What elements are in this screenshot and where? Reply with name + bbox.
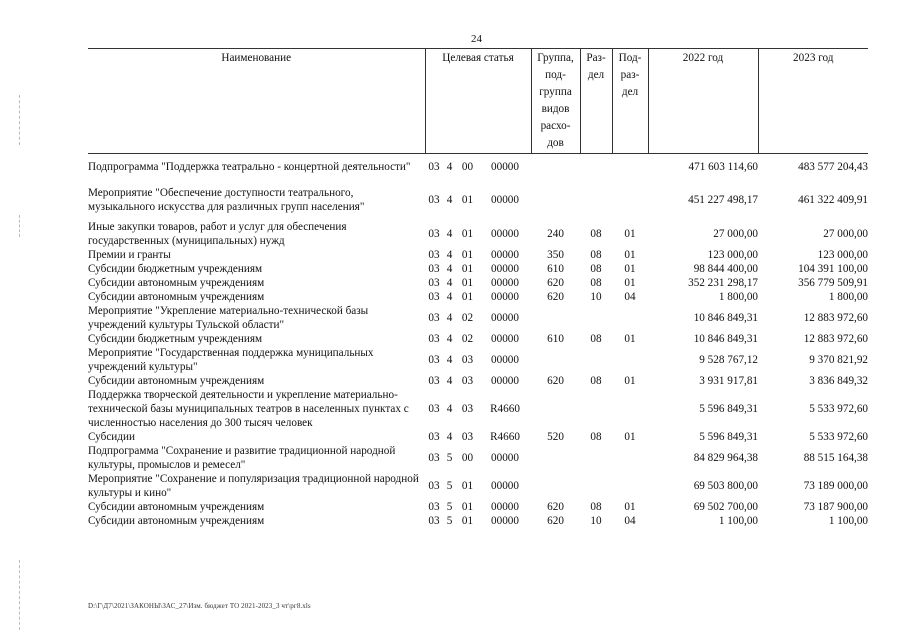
code-program: 03 — [428, 312, 440, 324]
subsection-code: 01 — [624, 277, 636, 289]
code-program: 03 — [428, 263, 440, 275]
table-row — [88, 388, 868, 430]
code-event: 02 — [461, 333, 474, 345]
code-subprogram: 4 — [446, 277, 453, 289]
code-program: 03 — [428, 403, 440, 415]
subsection-code: 01 — [624, 228, 636, 240]
margin-mark — [19, 95, 20, 145]
amount-2023: 5 533 972,60 — [809, 403, 869, 415]
subsection-code — [612, 304, 648, 332]
table-row — [88, 430, 868, 444]
code-subprogram: 4 — [446, 375, 453, 387]
section-code — [580, 444, 612, 472]
file-path-footer: D:\Г\Д7\2021\ЗАКОНЫ\ЗАС_27\Изм. бюджет ТО 2021-2023_3 чт\рг8.xls — [88, 602, 311, 610]
amount-2023: 483 577 204,43 — [798, 161, 869, 173]
section-code: 08 — [590, 263, 602, 275]
amount-2022: 9 528 767,12 — [699, 354, 759, 366]
amount-2022: 10 846 849,31 — [693, 312, 759, 324]
amount-2022: 471 603 114,60 — [688, 161, 759, 173]
row-name: Субсидии — [88, 431, 135, 443]
code-direction: 00000 — [491, 277, 519, 289]
row-name: Мероприятие "Укрепление материально-технической базы учреждений культуры Тульской области" — [88, 305, 369, 331]
table-row — [88, 500, 868, 514]
code-direction: 00000 — [491, 228, 519, 240]
code-event: 00 — [461, 161, 474, 173]
expense-group: 520 — [547, 431, 564, 443]
expense-group — [531, 444, 580, 472]
code-program: 03 — [428, 161, 440, 173]
code-program: 03 — [428, 291, 440, 303]
code-subprogram: 5 — [446, 501, 453, 513]
table-row — [88, 262, 868, 276]
code-direction: 00000 — [491, 354, 519, 366]
amount-2023: 9 370 821,92 — [809, 354, 869, 366]
row-name: Мероприятие "Государственная поддержка муниципальных учреждений культуры" — [88, 347, 374, 373]
table-row — [88, 472, 868, 500]
code-program: 03 — [428, 277, 440, 289]
amount-2022: 27 000,00 — [713, 228, 759, 240]
section-code: 10 — [590, 515, 602, 527]
h-group-line: под- — [545, 69, 566, 81]
amount-2022: 1 800,00 — [718, 291, 759, 303]
subsection-code: 04 — [624, 515, 636, 527]
amount-2022: 10 846 849,31 — [693, 333, 759, 345]
amount-2022: 5 596 849,31 — [699, 431, 759, 443]
code-event: 03 — [461, 375, 474, 387]
code-program: 03 — [428, 452, 440, 464]
code-subprogram: 4 — [446, 291, 453, 303]
code-program: 03 — [428, 375, 440, 387]
section-code — [580, 154, 612, 181]
code-direction: 00000 — [491, 333, 519, 345]
table-row — [88, 374, 868, 388]
code-program: 03 — [428, 501, 440, 513]
amount-2023: 104 391 100,00 — [798, 263, 869, 275]
amount-2022: 352 231 298,17 — [688, 277, 759, 289]
expense-group — [531, 154, 580, 181]
table-row — [88, 154, 868, 181]
code-event: 01 — [461, 515, 474, 527]
row-name: Субсидии автономным учреждениям — [88, 501, 265, 513]
code-subprogram: 4 — [446, 161, 453, 173]
h-group-line: Группа, — [537, 52, 574, 64]
row-name: Субсидии автономным учреждениям — [88, 291, 265, 303]
code-subprogram: 4 — [446, 403, 453, 415]
table-row — [88, 332, 868, 346]
code-program: 03 — [428, 515, 440, 527]
amount-2023: 461 322 409,91 — [798, 194, 869, 206]
table-row — [88, 290, 868, 304]
row-name: Иные закупки товаров, работ и услуг для обеспечения государственных (муниципальных) нужд — [88, 221, 347, 247]
header-year-2023: 2023 год — [758, 49, 868, 154]
section-code — [580, 180, 612, 220]
code-direction: 00000 — [491, 194, 519, 206]
code-event: 02 — [461, 312, 474, 324]
code-direction: R4660 — [490, 431, 520, 443]
header-group — [531, 49, 580, 154]
subsection-code: 01 — [624, 333, 636, 345]
subsection-code — [612, 154, 648, 181]
amount-2023: 356 779 509,91 — [798, 277, 869, 289]
expense-group: 620 — [547, 501, 564, 513]
expense-group — [531, 346, 580, 374]
amount-2022: 3 931 917,81 — [699, 375, 759, 387]
expense-group — [531, 304, 580, 332]
amount-2022: 84 829 964,38 — [693, 452, 759, 464]
code-event: 01 — [461, 277, 474, 289]
code-subprogram: 4 — [446, 249, 453, 261]
amount-2022: 123 000,00 — [707, 249, 759, 261]
expense-group: 620 — [547, 291, 564, 303]
subsection-code: 01 — [624, 249, 636, 261]
code-direction: 00000 — [491, 480, 519, 492]
page-number: 24 — [471, 33, 482, 45]
margin-mark — [19, 560, 20, 630]
header-target-item: Целевая статья — [425, 49, 531, 154]
header-year-2022: 2022 год — [648, 49, 758, 154]
code-event: 01 — [461, 228, 474, 240]
amount-2023: 73 189 000,00 — [803, 480, 869, 492]
code-event: 01 — [461, 263, 474, 275]
expense-group: 240 — [547, 228, 564, 240]
subsection-code — [612, 346, 648, 374]
h-subsection-line: Под- — [618, 52, 642, 64]
h-subsection-line: дел — [621, 86, 639, 98]
code-event: 01 — [461, 249, 474, 261]
subsection-code: 01 — [624, 501, 636, 513]
section-code — [580, 304, 612, 332]
amount-2022: 5 596 849,31 — [699, 403, 759, 415]
code-event: 03 — [461, 354, 474, 366]
budget-table — [88, 48, 868, 528]
code-event: 01 — [461, 194, 474, 206]
header-subsection — [612, 49, 648, 154]
code-subprogram: 4 — [446, 354, 453, 366]
code-direction: 00000 — [491, 515, 519, 527]
section-code: 08 — [590, 375, 602, 387]
h-group-line: расхо- — [540, 120, 571, 132]
row-name: Мероприятие "Обеспечение доступности театрального, музыкального искусства для различных групп населения" — [88, 187, 365, 213]
table-row — [88, 276, 868, 290]
row-name: Субсидии автономным учреждениям — [88, 515, 265, 527]
code-subprogram: 4 — [446, 431, 453, 443]
section-code: 08 — [590, 277, 602, 289]
row-name: Мероприятие "Сохранение и популяризация традиционной народной культуры и кино" — [88, 473, 419, 499]
row-name: Подпрограмма "Поддержка театрально - концертной деятельности" — [88, 161, 411, 173]
amount-2023: 1 100,00 — [828, 515, 869, 527]
code-subprogram: 4 — [446, 263, 453, 275]
table-row — [88, 220, 868, 248]
code-direction: 00000 — [491, 263, 519, 275]
table-row — [88, 248, 868, 262]
expense-group — [531, 472, 580, 500]
code-event: 01 — [461, 291, 474, 303]
section-code: 08 — [590, 501, 602, 513]
expense-group: 350 — [547, 249, 564, 261]
expense-group: 620 — [547, 515, 564, 527]
code-program: 03 — [428, 228, 440, 240]
code-program: 03 — [428, 480, 440, 492]
amount-2023: 12 883 972,60 — [803, 312, 869, 324]
code-direction: 00000 — [491, 375, 519, 387]
code-event: 03 — [461, 431, 474, 443]
section-code: 10 — [590, 291, 602, 303]
table-row — [88, 346, 868, 374]
section-code: 08 — [590, 333, 602, 345]
amount-2022: 69 503 800,00 — [693, 480, 759, 492]
code-direction: 00000 — [491, 312, 519, 324]
subsection-code — [612, 472, 648, 500]
code-subprogram: 4 — [446, 333, 453, 345]
h-group-line: группа — [539, 86, 572, 98]
code-direction: R4660 — [490, 403, 520, 415]
row-name: Субсидии автономным учреждениям — [88, 375, 265, 387]
amount-2023: 12 883 972,60 — [803, 333, 869, 345]
amount-2022: 451 227 498,17 — [688, 194, 759, 206]
section-code — [580, 346, 612, 374]
expense-group: 610 — [547, 263, 564, 275]
subsection-code: 01 — [624, 375, 636, 387]
row-name: Поддержка творческой деятельности и укрепление материально-технической базы муниципальных театров в населенных пунктах с численностью населения до 300 тысяч человек — [88, 389, 409, 429]
amount-2023: 5 533 972,60 — [809, 431, 869, 443]
table-row — [88, 514, 868, 528]
code-subprogram: 5 — [446, 480, 453, 492]
amount-2022: 1 100,00 — [718, 515, 759, 527]
table-row — [88, 180, 868, 220]
margin-mark — [19, 215, 20, 237]
table-header-row — [88, 49, 868, 154]
amount-2023: 123 000,00 — [817, 249, 869, 261]
subsection-code — [612, 388, 648, 430]
subsection-code: 01 — [624, 431, 636, 443]
code-event: 01 — [461, 501, 474, 513]
section-code: 08 — [590, 249, 602, 261]
code-subprogram: 4 — [446, 194, 453, 206]
row-name: Премии и гранты — [88, 249, 171, 261]
h-section-line: дел — [587, 69, 605, 81]
section-code — [580, 472, 612, 500]
section-code: 08 — [590, 431, 602, 443]
amount-2023: 1 800,00 — [828, 291, 869, 303]
code-direction: 00000 — [491, 249, 519, 261]
amount-2023: 3 836 849,32 — [809, 375, 869, 387]
amount-2023: 73 187 900,00 — [803, 501, 869, 513]
code-program: 03 — [428, 249, 440, 261]
amount-2022: 69 502 700,00 — [693, 501, 759, 513]
header-section — [580, 49, 612, 154]
table-row — [88, 444, 868, 472]
table-row — [88, 304, 868, 332]
code-event: 01 — [461, 480, 474, 492]
h-group-line: дов — [547, 137, 564, 149]
code-program: 03 — [428, 194, 440, 206]
row-name: Подпрограмма "Сохранение и развитие традиционной народной культуры, промыслов и ремесел" — [88, 445, 396, 471]
code-subprogram: 5 — [446, 515, 453, 527]
expense-group — [531, 180, 580, 220]
code-subprogram: 4 — [446, 228, 453, 240]
expense-group: 610 — [547, 333, 564, 345]
amount-2023: 88 515 164,38 — [803, 452, 869, 464]
code-program: 03 — [428, 431, 440, 443]
header-name: Наименование — [88, 49, 425, 154]
h-section-line: Раз- — [586, 52, 606, 64]
subsection-code — [612, 444, 648, 472]
h-subsection-line: раз- — [620, 69, 640, 81]
code-direction: 00000 — [491, 291, 519, 303]
code-direction: 00000 — [491, 501, 519, 513]
code-event: 00 — [461, 452, 474, 464]
code-direction: 00000 — [491, 161, 519, 173]
code-event: 03 — [461, 403, 474, 415]
expense-group: 620 — [547, 375, 564, 387]
code-subprogram: 5 — [446, 452, 453, 464]
section-code: 08 — [590, 228, 602, 240]
subsection-code — [612, 180, 648, 220]
code-program: 03 — [428, 333, 440, 345]
expense-group: 620 — [547, 277, 564, 289]
code-subprogram: 4 — [446, 312, 453, 324]
row-name: Субсидии бюджетным учреждениям — [88, 333, 263, 345]
expense-group — [531, 388, 580, 430]
code-program: 03 — [428, 354, 440, 366]
code-direction: 00000 — [491, 452, 519, 464]
amount-2022: 98 844 400,00 — [693, 263, 759, 275]
h-group-line: видов — [541, 103, 570, 115]
row-name: Субсидии автономным учреждениям — [88, 277, 265, 289]
section-code — [580, 388, 612, 430]
subsection-code: 04 — [624, 291, 636, 303]
subsection-code: 01 — [624, 263, 636, 275]
amount-2023: 27 000,00 — [823, 228, 869, 240]
table-body — [88, 154, 868, 529]
row-name: Субсидии бюджетным учреждениям — [88, 263, 263, 275]
